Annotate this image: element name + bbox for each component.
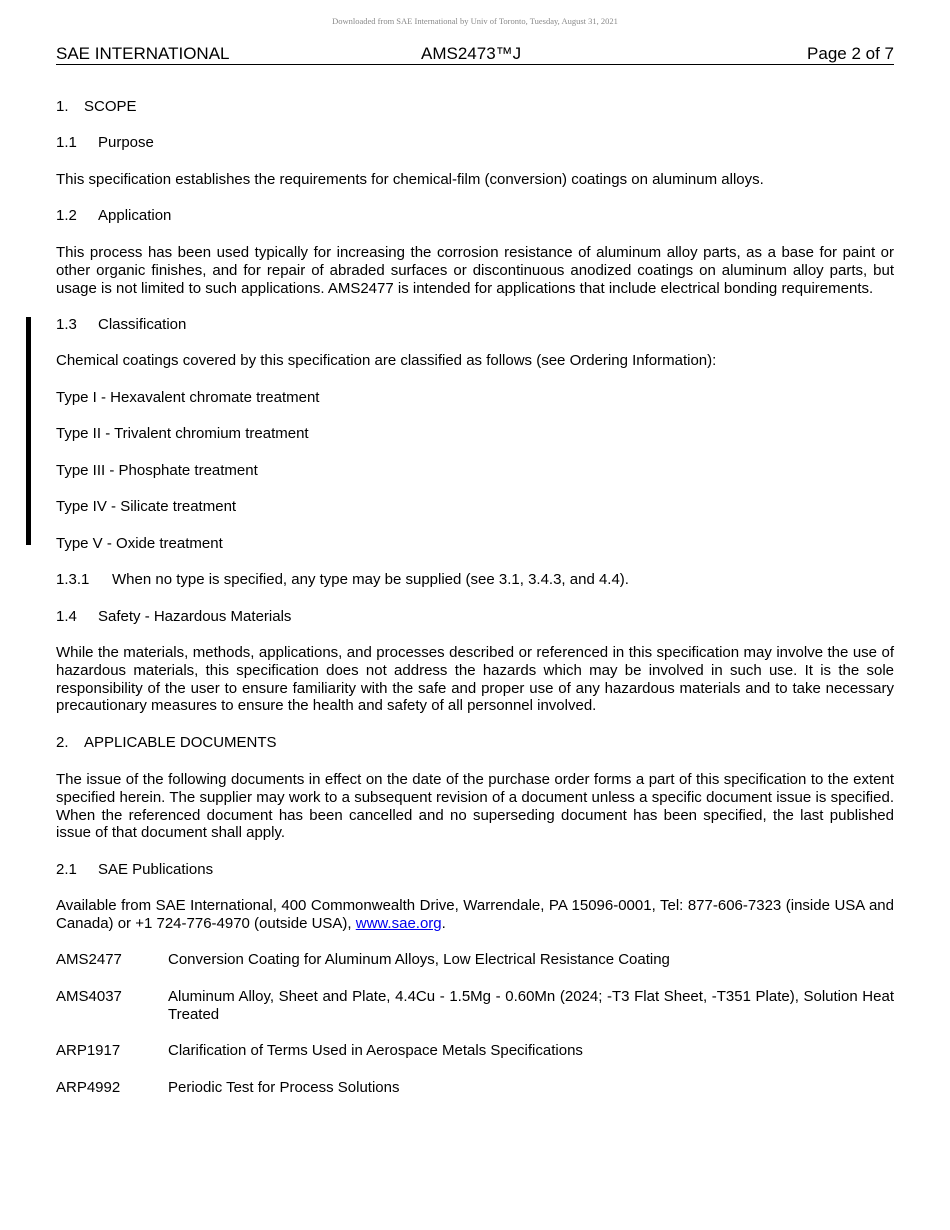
coating-type-item: Type II - Trivalent chromium treatment [56, 425, 309, 442]
reference-title: Aluminum Alloy, Sheet and Plate, 4.4Cu - 1.5Mg - 0.60Mn (2024; -T3 Flat Sheet, -T351 Plate), Solution Heat Treated [168, 988, 894, 1023]
coating-type-item: Type V - Oxide treatment [56, 535, 223, 552]
reference-code: ARP4992 [56, 1079, 121, 1096]
section-title: Safety - Hazardous Materials [98, 608, 292, 625]
page-header [56, 44, 894, 65]
section-1-4-paragraph: While the materials, methods, applications, and processes described or referenced in this specification may involve the use of hazardous materials, this specification does not address the hazards which may be involved in such use. It is the sole responsibility of the user to ensure familiarity with the safe and proper use of any hazardous materials and to take necessary precautionary measures to ensure the health and safety of all personnel involved. [56, 644, 894, 715]
section-1-2-heading [56, 207, 894, 225]
section-title: SCOPE [84, 98, 137, 115]
section-2-paragraph: The issue of the following documents in effect on the date of the purchase order forms a part of this specification to the extent specified herein. The supplier may work to a subsequent revision of a document unless a specific document issue is specified. When the referenced document has been cancelled and no superseding document has been specified, the last published issue of that document shall apply. [56, 771, 894, 842]
section-1-2-paragraph: This process has been used typically for increasing the corrosion resistance of aluminum alloy parts, as a base for paint or other organic finishes, and for repair of abraded surfaces or discontinuous anodized coatings on aluminum alloy parts, but usage is not limited to such applications. AMS2477 is intended for applications that include electrical bonding requirements. [56, 244, 894, 297]
section-title: Purpose [98, 134, 154, 151]
section-2-heading [56, 734, 894, 752]
section-title: Application [98, 207, 172, 224]
sentence-end: . [441, 914, 446, 932]
reference-item [56, 988, 894, 1024]
section-number: 2. [56, 734, 69, 751]
section-title: SAE Publications [98, 861, 214, 878]
header-page-number: Page 2 of 7 [807, 44, 894, 63]
section-1-4-heading [56, 608, 894, 626]
sae-address-text: Available from SAE International, 400 Commonwealth Drive, Warrendale, PA 15096-0001, Tel: 877-606-7323 (inside USA and Canada) or +1 724-776-4970 (outside USA), [56, 897, 894, 932]
coating-type-item: Type I - Hexavalent chromate treatment [56, 389, 320, 406]
section-1-3-heading [56, 316, 894, 334]
revision-change-bar [26, 317, 31, 545]
section-number: 1. [56, 98, 69, 115]
reference-item [56, 1079, 894, 1097]
coating-type-item: Type IV - Silicate treatment [56, 498, 237, 515]
section-number: 1.1 [56, 134, 77, 151]
section-title: Classification [98, 316, 187, 333]
header-publisher: SAE INTERNATIONAL [56, 44, 230, 63]
reference-title: Conversion Coating for Aluminum Alloys, Low Electrical Resistance Coating [168, 951, 670, 968]
section-title: APPLICABLE DOCUMENTS [84, 734, 277, 751]
section-number: 1.3 [56, 316, 77, 333]
reference-code: ARP1917 [56, 1042, 121, 1059]
reference-item [56, 1042, 894, 1060]
reference-code: AMS2477 [56, 951, 122, 968]
section-number: 1.3.1 [56, 571, 90, 588]
reference-code: AMS4037 [56, 988, 122, 1005]
section-1-1-paragraph: This specification establishes the requirements for chemical-film (conversion) coatings on aluminum alloys. [56, 171, 764, 188]
reference-title: Clarification of Terms Used in Aerospace Metals Specifications [168, 1042, 583, 1059]
section-1-heading [56, 98, 894, 116]
section-number: 2.1 [56, 861, 77, 878]
section-1-1-heading [56, 134, 894, 152]
download-watermark: Downloaded from SAE International by Univ of Toronto, Tuesday, August 31, 2021 [332, 16, 618, 26]
section-1-3-paragraph: Chemical coatings covered by this specification are classified as follows (see Ordering Information): [56, 352, 717, 369]
reference-title: Periodic Test for Process Solutions [168, 1079, 400, 1096]
section-number: 1.4 [56, 608, 77, 625]
coating-type-item: Type III - Phosphate treatment [56, 462, 258, 479]
header-document-number: AMS2473™J [421, 44, 522, 63]
section-number: 1.2 [56, 207, 77, 224]
section-2-1-paragraph [56, 897, 894, 933]
reference-item [56, 951, 894, 969]
section-text: When no type is specified, any type may be supplied (see 3.1, 3.4.3, and 4.4). [112, 571, 629, 588]
section-1-3-1-paragraph [56, 571, 894, 589]
sae-website-link[interactable]: www.sae.org [355, 914, 442, 932]
section-2-1-heading [56, 861, 894, 879]
